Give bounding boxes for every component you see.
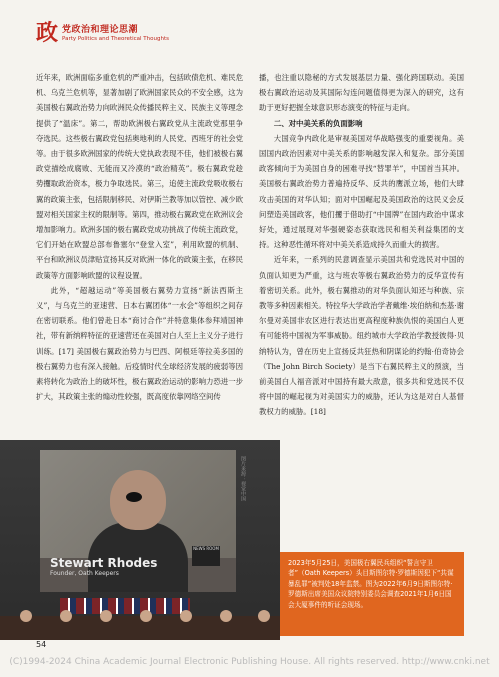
photo-credit: 图片来源：视觉中国 [240,456,246,501]
paragraph: 此外，“超越运动”等美国极右翼势力宣扬“新法西斯主义”，与乌克兰的亚速营、日本右翼团体“一水会”等组织之间存在密切联系。他们曾赴日本“商讨合作”并特意集体参拜靖国神社，带有新纳粹特征的亚速营还在美国对白人至上主义分子进行训练。[17] 美国极右翼政治势力与巴西、阿根廷等拉美多国的极右翼势力也有深入接触。后疫情时代全球经济发展的疲弱等因素将转化为政治上的破坏性，极右翼政治运动的影响力恐进一步扩大，其政策主张的煽动性较强，既高度依靠网络空间传 [36,285,243,402]
section-heading: 二、对中美关系的负面影响 [273,118,363,128]
paragraph: 大国竞争内政化是审视美国对华战略强变的重要视角。美国国内政治因素对中美关系的影响越发深入和复杂。部分美国政客倾向于为美国自身的困难寻找“替罪羊”，中国首当其冲。美国极右翼政治势力普遍持反华、反共的鹰派立场，他们大肆攻击美国的对华认知；面对中国崛起及美国政治的这民义会反问塑造美国政客，他们攫于借助打“中国牌”在国内政治中谋求好处，通过展现对华强硬姿态获取选民和相关利益集团的支持。这种恶性循环将对中美关系造成持久而重大的损害。 [259,133,464,250]
witness-name: Stewart Rhodes [50,556,158,570]
committee-member [220,610,232,622]
paragraph: 近年来，一系列的民意调查显示美国共和党选民对中国的负面认知更为严重，这与班农等极右翼政治势力的反华宣传有着密切关系。此外，极右翼推动的对华负面认知还与种族、宗教等多种因素相关。特拉华大学政治学者戴维·埃伯纳和杰基·谢尔曼对美国非农区进行表达出更高程度种族仇恨的美国白人更有可能将中国视为军事威胁。纽约城市大学政治学教授彼得·贝纳特认为，曾在历史上宣扬反共狂热和阴谋论的约翰·伯奇协会（The John Birch Society）是当下右翼民粹主义的预演，当前美国白人福音派对中国持有最大敌意，很多共和党选民不仅将中国的崛起视为对美国实力的威胁，还认为这是对白人基督教权力的威胁。[18] [259,255,464,417]
copyright-footer: (C)1994-2024 China Academic Journal Electronic Publishing House. All rights reserved. http://www.cnki.net [9,657,490,667]
left-column [36,70,243,404]
eyepatch-icon [126,492,142,502]
name-plate [50,556,170,577]
video-screen [40,450,236,592]
journal-title: 党政治和理论思潮 [62,25,139,35]
journal-logo: 政 [36,21,59,46]
room-sign: NEWS ROOM [192,546,220,566]
journal-title-en: Party Politics and Theoretical Thoughts [62,36,169,42]
committee-member [60,610,72,622]
hearing-photo [0,440,280,640]
flags-row [60,598,190,614]
committee-member [100,610,112,622]
photo-caption: 2023年5月25日，美国极右翼民兵组织“誓言守卫者”（Oath Keepers）头目斯图尔特·罗德斯因犯下“共谋暴乱罪”被判处18年监禁。图为2022年6月9日斯图尔特·罗德斯出席美国众议院特别委员会调查2021年1月6日国会大厦事件的听证会现场。 [280,552,464,636]
witness-title: Founder, Oath Keepers [50,570,119,577]
paragraph: 近年来，欧洲面临多重危机的严重冲击，包括欧债危机、难民危机、乌克兰危机等，显著加剧了欧洲国家民众的不安全感，这为美国极右翼政治势力向欧洲民众传播民粹主义、民族主义等理念提供了“温床”。第二，帮助欧洲极右翼政党从主流政党那里争夺选民。这些极右翼政党包括奥地利的人民党、西班牙的社会党等。由于很多欧洲国家的传统大党执政表现不佳，他们被极右翼政党描绘成腐败、无能而又冷漠的“政治精英”。极右翼政党趁势攫取政治资本，极力争取选民。第三，追使主流政党吸收极右翼的政策主张，包括限制移民、对伊斯兰教等加以管控、减少欧盟对相关国家主权的限制等。第四，推动极右翼政党在欧洲议会增加影响力。欧洲多国的极右翼政党成功挑战了传统主流政党，它们开始在欧盟总部布鲁塞尔“登堂入室”，利用欧盟的机制、平台和欧洲议员津贴宣扬其反对欧洲一体化的政策主张，在移民政策等方面影响欧盟的议程设置。 [36,73,243,280]
committee-member [258,610,270,622]
right-column [259,70,464,420]
page-number: 54 [36,640,47,649]
committee-member [180,610,192,622]
committee-bench [0,616,280,640]
committee-member [20,610,32,622]
committee-member [140,610,152,622]
paragraph: 播，也注重以隐秘的方式发展基层力量、强化跨国联动。美国极右翼政治运动及其国际勾连问题值得更为深入的研究，这有助于更好把握全球意识形态演变的特征与走向。 [259,73,464,113]
journal-title-block [62,22,169,42]
